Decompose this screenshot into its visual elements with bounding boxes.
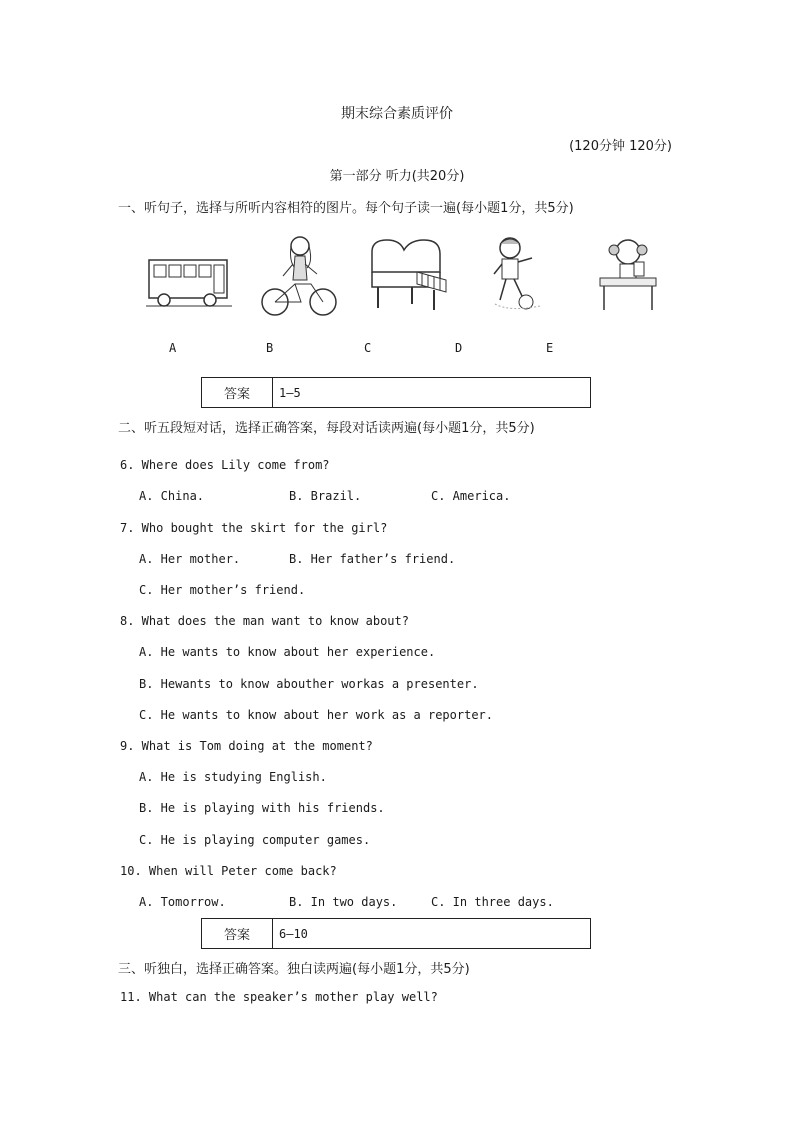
option-7b: B. Her father’s friend. (289, 552, 456, 566)
question-6: 6. Where does Lily come from? (120, 458, 330, 472)
question-7: 7. Who bought the skirt for the girl? (120, 521, 388, 535)
option-6a: A. China. (139, 489, 205, 503)
option-6c: C. America. (431, 489, 511, 503)
girl-studying-icon (598, 232, 688, 322)
option-7c: C. Her mother’s friend. (139, 583, 306, 597)
section1-heading: 一、听句子，选择与所听内容相符的图片。每个句子读一遍(每小题1分，共5分) (118, 201, 574, 216)
picture-label-a: A (169, 341, 177, 355)
question-9: 9. What is Tom doing at the moment? (120, 739, 373, 753)
option-8c: C. He wants to know about her work as a reporter. (139, 708, 494, 722)
answer-box-label: 答案 (202, 919, 273, 948)
option-7a: A. Her mother. (139, 552, 241, 566)
question-8: 8. What does the man want to know about? (120, 614, 409, 628)
option-6b: B. Brazil. (289, 489, 362, 503)
piano-icon (362, 232, 452, 322)
question-10: 10. When will Peter come back? (120, 864, 337, 878)
option-9c: C. He is playing computer games. (139, 833, 371, 847)
picture-label-d: D (455, 341, 463, 355)
section2-heading: 二、听五段短对话，选择正确答案，每段对话读两遍(每小题1分，共5分) (118, 421, 535, 436)
option-9a: A. He is studying English. (139, 770, 327, 784)
option-9b: B. He is playing with his friends. (139, 801, 385, 815)
answer-box-6-10 (201, 918, 591, 949)
picture-label-e: E (546, 341, 554, 355)
girl-cycling-icon (255, 232, 345, 322)
option-10b: B. In two days. (289, 895, 398, 909)
option-8b: B. Hewants to know abouther workas a presenter. (139, 677, 479, 691)
answer-box-range[interactable]: 1—5 (279, 385, 301, 400)
answer-box-1-5 (201, 377, 591, 408)
time-score: (120分钟 120分) (569, 139, 672, 154)
part-heading: 第一部分 听力(共20分) (329, 169, 465, 184)
option-10a: A. Tomorrow. (139, 895, 226, 909)
option-10c: C. In three days. (431, 895, 554, 909)
page-title: 期末综合素质评价 (341, 106, 453, 122)
bus-icon (144, 232, 234, 322)
option-8a: A. He wants to know about her experience. (139, 645, 436, 659)
answer-box-range[interactable]: 6—10 (279, 926, 308, 941)
section3-heading: 三、听独白，选择正确答案。独白读两遍(每小题1分，共5分) (118, 962, 470, 977)
picture-label-c: C (364, 341, 372, 355)
answer-box-label: 答案 (202, 378, 273, 407)
question-11: 11. What can the speaker’s mother play well? (120, 990, 438, 1004)
boy-football-icon (470, 232, 560, 322)
picture-label-b: B (266, 341, 274, 355)
